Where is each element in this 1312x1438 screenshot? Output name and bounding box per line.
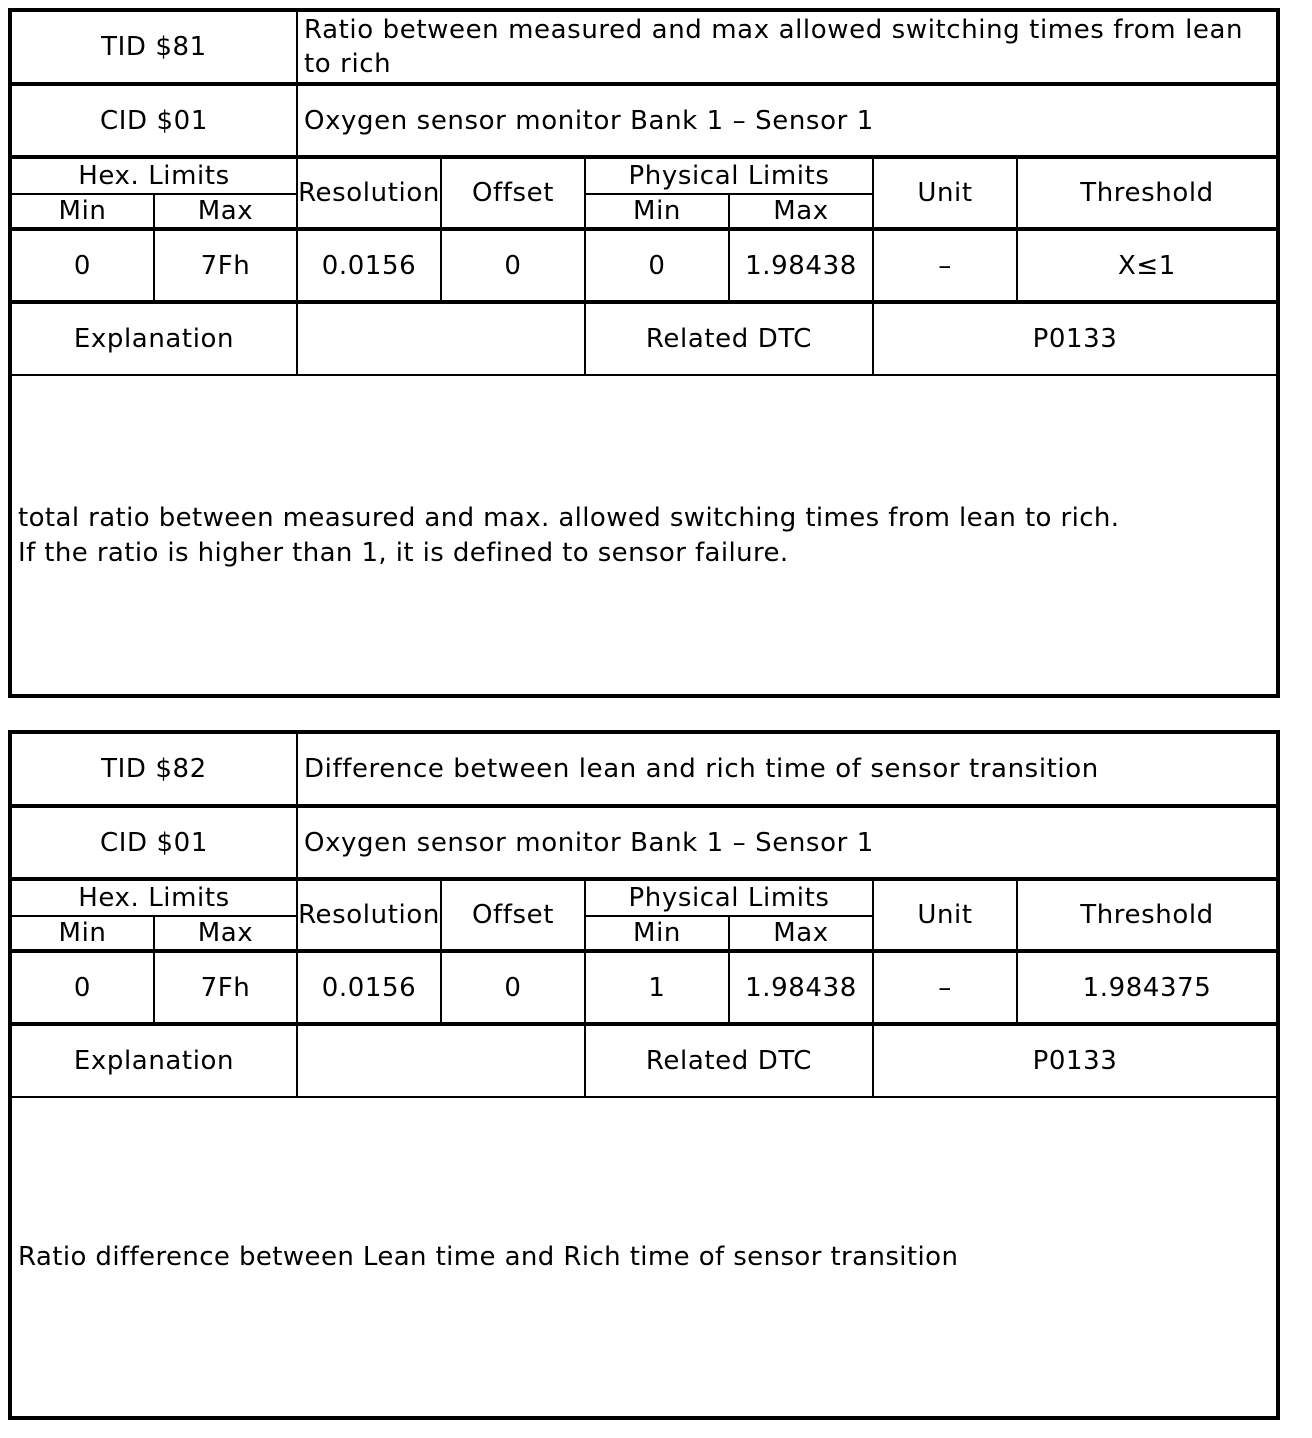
cid-label: CID $01: [12, 86, 298, 159]
unit-header: Unit: [874, 159, 1018, 231]
phys-min-value: 1: [586, 953, 730, 1026]
hex-min-header: Min: [12, 195, 155, 231]
cid-description: Oxygen sensor monitor Bank 1 – Sensor 1: [298, 86, 1276, 159]
offset-header: Offset: [442, 159, 586, 231]
resolution-value: 0.0156: [298, 953, 442, 1026]
tid-label: TID $82: [12, 734, 298, 808]
tid-description: Ratio between measured and max allowed switching times from lean to rich: [298, 12, 1276, 86]
physical-limits-header: Physical Limits: [586, 159, 874, 195]
related-dtc-value: P0133: [874, 304, 1276, 376]
unit-value: –: [874, 953, 1018, 1026]
test-grid: [12, 734, 1276, 1416]
phys-min-header: Min: [586, 195, 730, 231]
phys-max-value: 1.98438: [730, 231, 874, 304]
hex-min-header: Min: [12, 917, 155, 953]
explanation-body: [12, 1098, 1276, 1417]
phys-min-header: Min: [586, 917, 730, 953]
threshold-value: X≤1: [1018, 231, 1276, 304]
resolution-value: 0.0156: [298, 231, 442, 304]
related-dtc-label: Related DTC: [586, 304, 874, 376]
explanation-label: Explanation: [12, 1026, 298, 1098]
resolution-header: Resolution: [298, 159, 442, 231]
hex-max-header: Max: [155, 917, 298, 953]
explanation-line: total ratio between measured and max. allowed switching times from lean to rich.: [18, 502, 1120, 533]
unit-value: –: [874, 231, 1018, 304]
phys-max-header: Max: [730, 195, 874, 231]
threshold-header: Threshold: [1018, 159, 1276, 231]
phys-max-value: 1.98438: [730, 953, 874, 1026]
hex-limits-header: Hex. Limits: [12, 159, 298, 195]
phys-max-header: Max: [730, 917, 874, 953]
related-dtc-value: P0133: [874, 1026, 1276, 1098]
offset-value: 0: [442, 231, 586, 304]
offset-header: Offset: [442, 881, 586, 953]
phys-min-value: 0: [586, 231, 730, 304]
explanation-value: [298, 304, 586, 376]
hex-limits-header: Hex. Limits: [12, 881, 298, 917]
hex-min-value: 0: [12, 953, 155, 1026]
explanation-line: Ratio difference between Lean time and Rich time of sensor transition: [18, 1242, 959, 1272]
hex-max-value: 7Fh: [155, 953, 298, 1026]
physical-limits-header: Physical Limits: [586, 881, 874, 917]
tid-label: TID $81: [12, 12, 298, 86]
offset-value: 0: [442, 953, 586, 1026]
hex-max-header: Max: [155, 195, 298, 231]
cid-label: CID $01: [12, 808, 298, 881]
test-table-tid-82: [8, 730, 1280, 1420]
explanation-value: [298, 1026, 586, 1098]
unit-header: Unit: [874, 881, 1018, 953]
explanation-label: Explanation: [12, 304, 298, 376]
resolution-header: Resolution: [298, 881, 442, 953]
hex-max-value: 7Fh: [155, 231, 298, 304]
explanation-body: [12, 376, 1276, 695]
threshold-value: 1.984375: [1018, 953, 1276, 1026]
test-table-tid-81: [8, 8, 1280, 698]
threshold-header: Threshold: [1018, 881, 1276, 953]
hex-min-value: 0: [12, 231, 155, 304]
test-grid: [12, 12, 1276, 694]
related-dtc-label: Related DTC: [586, 1026, 874, 1098]
tid-description: Difference between lean and rich time of sensor transition: [298, 734, 1276, 808]
cid-description: Oxygen sensor monitor Bank 1 – Sensor 1: [298, 808, 1276, 881]
explanation-line: If the ratio is higher than 1, it is defined to sensor failure.: [18, 537, 789, 568]
